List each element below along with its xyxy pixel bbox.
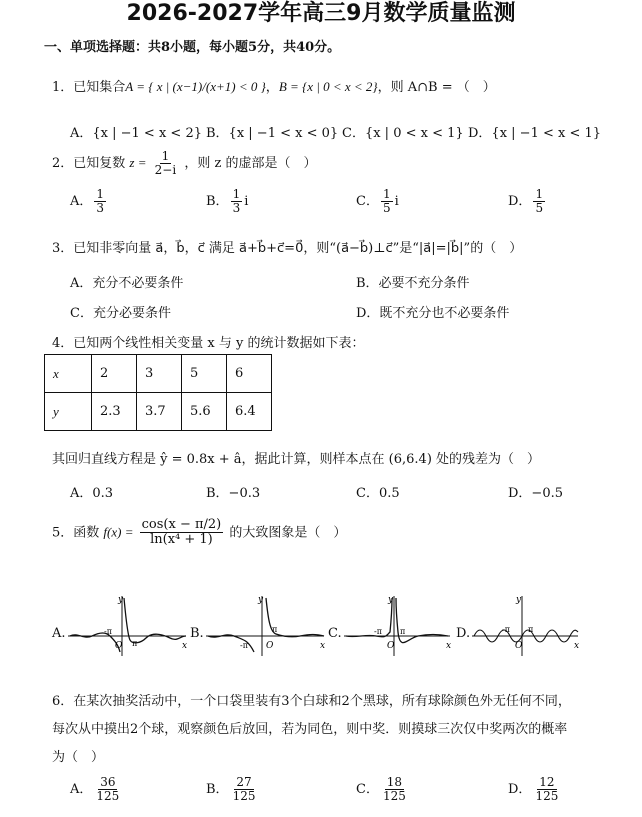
axis-label-x: x [446,641,452,651]
question-5-stem: 5．函数 f(x) = $\frac{\cos(x - \pi/2)}{\text{ln(x⁴ + 1)}}$ 的大致图象是（ ） [52,517,347,548]
set-a-expression: A = { x | (x−1)/(x+1) < 0 } [125,79,266,94]
tick-label-neg-pi: -π [374,627,382,636]
tick-label-neg-pi: -π [502,625,510,634]
question-1-stem: 1．已知集合A = { x | (x−1)/(x+1) < 0 }，B = {x | 0 < x < 2}，则 A∩B = （ ） [52,79,496,95]
q3-option-a[interactable]: A．充分不必要条件 [70,276,184,291]
graph-b[interactable] [204,592,328,658]
table-cell: 5 [182,355,227,393]
q4-option-a[interactable]: A．0.3 [70,486,114,501]
tick-label-pi: π [528,625,534,634]
axis-label-x: x [574,641,580,651]
axis-label-y: y [388,595,394,605]
question-3-stem: 3．已知非零向量 a⃗，b⃗，c⃗ 满足 a⃗+b⃗+c⃗=0⃗，则“(a⃗−b⃗)⊥c⃗”是“|a⃗|=|b⃗|”的（ ） [52,241,523,256]
origin-label: O [515,641,523,651]
q3-option-b[interactable]: B．必要不充分条件 [356,276,470,291]
q4-option-c[interactable]: C．0.5 [356,486,400,501]
fraction: $\frac{1}{2-i}$ [154,149,177,178]
q4-option-b[interactable]: B．−0.3 [206,486,261,501]
fraction: $\frac{\cos(x - \pi/2)}{\text{ln(x⁴ + 1)}}$ [141,517,222,548]
question-4-stem: 4．已知两个线性相关变量 x 与 y 的统计数据如下表： [52,336,365,351]
q5-option-a[interactable]: A. [52,626,66,641]
q6-option-b[interactable]: B． $\frac{27}{125}$ [206,775,256,804]
q3-option-d[interactable]: D．既不充分也不必要条件 [356,306,510,321]
tick-label-pi: π [132,639,138,648]
table-row [45,393,272,431]
q5-option-d[interactable]: D. [456,626,471,641]
axis-label-x: x [320,641,326,651]
origin-label: O [266,641,274,651]
q1-option-b[interactable]: B．{x | −1 < x < 0} [206,126,339,141]
q5-option-c[interactable]: C. [328,626,342,641]
axis-label-x: x [182,641,188,651]
tick-label-neg-pi: -π [240,641,248,650]
curve [70,598,186,652]
table-cell: 3 [137,355,182,393]
table-cell: y [45,393,92,431]
q1-option-d[interactable]: D．{x | −1 < x < 1} [468,126,602,141]
question-4-regression: 其回归直线方程是 ŷ = 0.8x + â，据此计算，则样本点在 (6,6.4) 处的残差为（ ） [52,452,541,467]
tick-label-pi: π [272,625,278,634]
table-cell: 3.7 [137,393,182,431]
set-b-expression: B = {x | 0 < x < 2} [278,79,378,94]
table-cell: 6 [227,355,272,393]
q1-option-a[interactable]: A．{x | −1 < x < 2} [70,126,202,141]
q2-option-c[interactable]: C． $\frac{1}{5}$ i [356,187,399,216]
question-2-stem: 2．已知复数 z = $\frac{1}{2-i}$ ，则 z 的虚部是（ ） [52,149,317,178]
q2-option-b[interactable]: B． $\frac{1}{3}$ i [206,187,249,216]
q4-option-d[interactable]: D．−0.5 [508,486,563,501]
q1-option-c[interactable]: C．{x | 0 < x < 1} [342,126,464,141]
axis-label-y: y [516,595,522,605]
q2-option-a[interactable]: A． $\frac{1}{3}$ [70,187,105,216]
axis-label-y: y [258,595,264,605]
tick-label-neg-pi: -π [104,627,112,636]
q3-option-c[interactable]: C．充分必要条件 [70,306,171,321]
graph-a[interactable] [66,592,190,658]
origin-label: O [387,641,395,651]
page-title: 2026-2027学年高三9月数学质量监测 [126,1,516,26]
section-heading: 一、单项选择题：共8小题，每小题5分，共40分。 [44,40,341,55]
graph-c[interactable] [342,592,454,658]
graph-d[interactable] [470,592,582,658]
table-cell: x [45,355,92,393]
question-6-line-2: 每次从中摸出2个球，观察颜色后放回，若为同色，则中奖．则摸球三次仅中奖两次的概率 [52,722,568,737]
q6-option-d[interactable]: D． $\frac{12}{125}$ [508,775,559,804]
q5-option-b[interactable]: B. [190,626,204,641]
axis-label-y: y [118,595,124,605]
statistics-table [44,354,272,431]
question-6-line-1: 6．在某次抽奖活动中，一个口袋里装有3个白球和2个黑球，所有球除颜色外无任何不同， [52,694,571,709]
q6-option-c[interactable]: C． $\frac{18}{125}$ [356,775,406,804]
table-cell: 5.6 [182,393,227,431]
tick-label-pi: π [400,627,406,636]
q6-option-a[interactable]: A． $\frac{36}{125}$ [70,775,120,804]
table-cell: 2 [92,355,137,393]
q2-option-d[interactable]: D． $\frac{1}{5}$ [508,187,544,216]
table-cell: 2.3 [92,393,137,431]
origin-label: O [115,641,123,651]
table-row [45,355,272,393]
question-6-line-3: 为（ ） [52,750,105,765]
table-cell: 6.4 [227,393,272,431]
